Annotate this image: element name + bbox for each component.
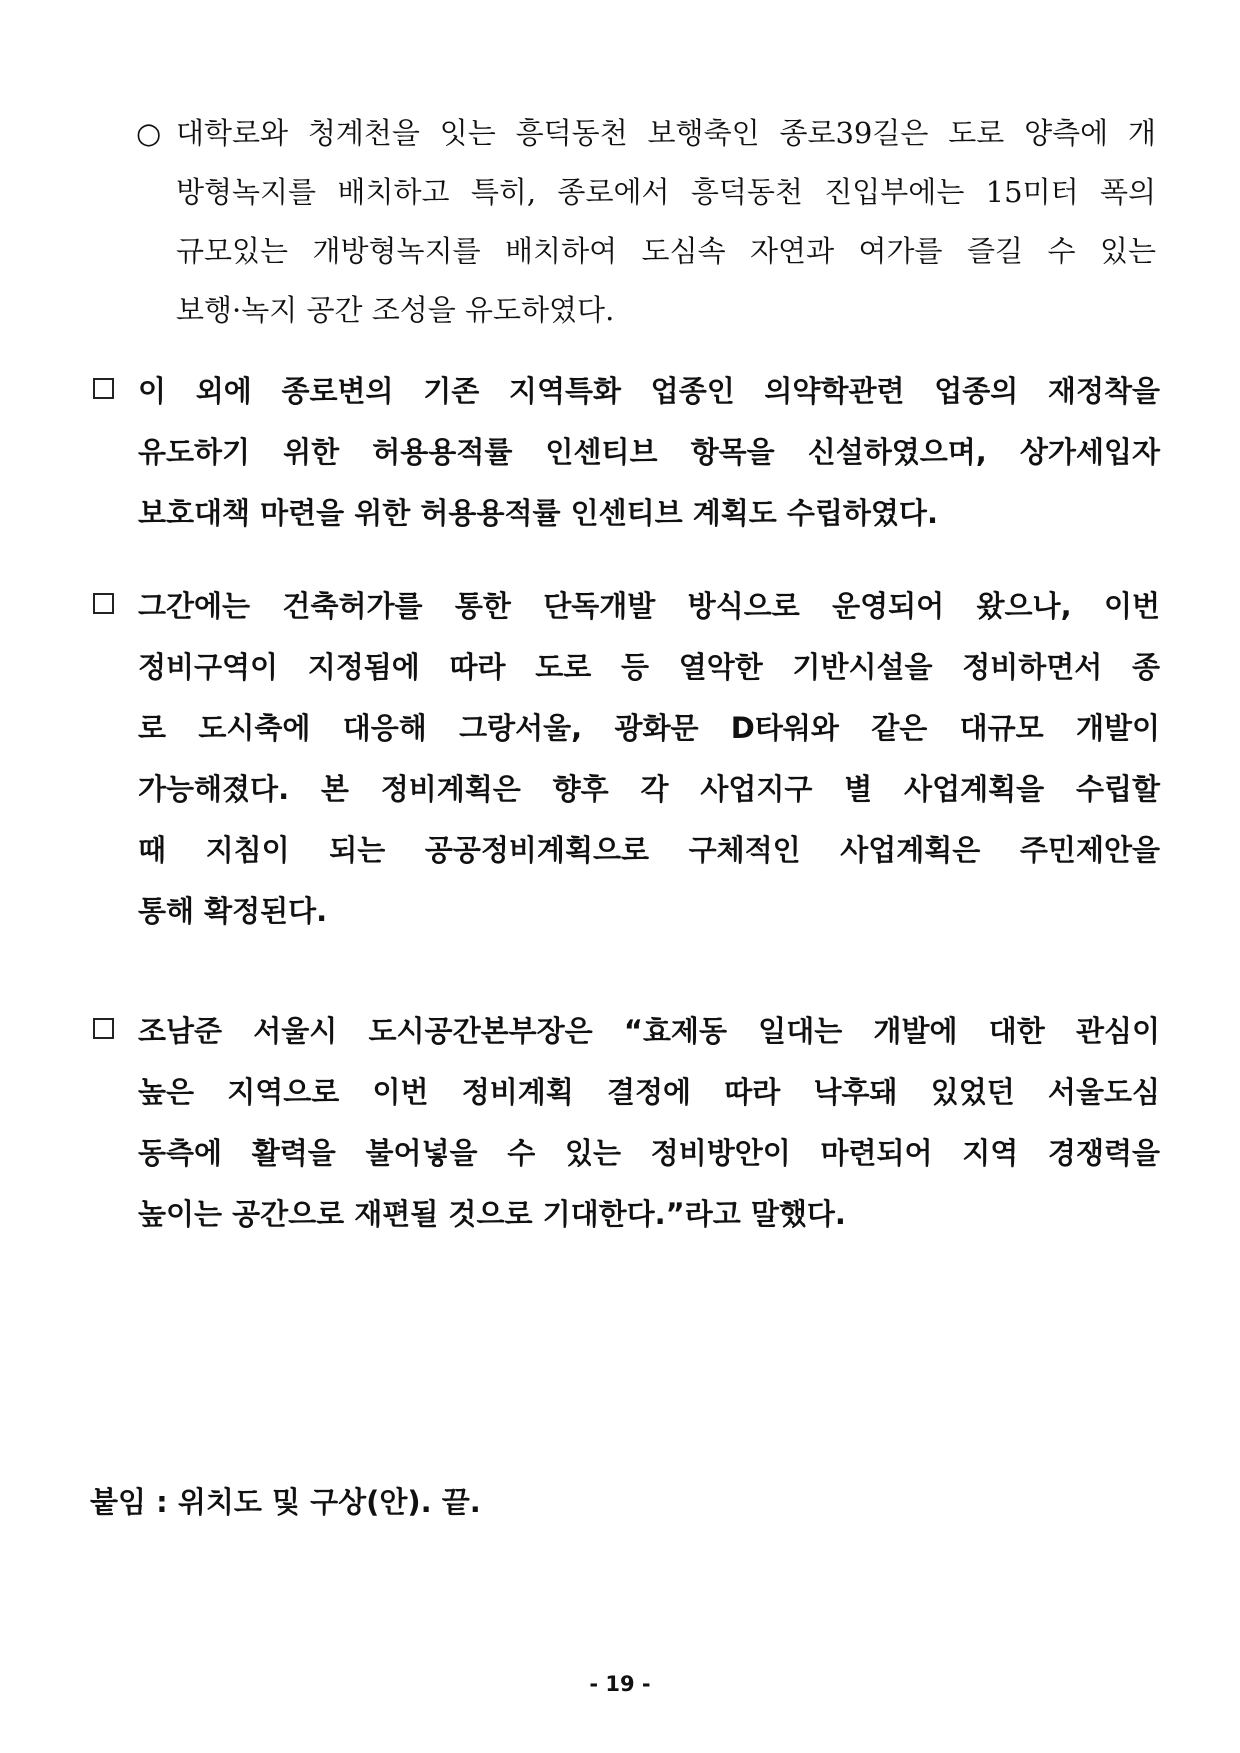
paragraph-line: 높은 지역으로 이번 정비계획 결정에 따라 낙후돼 있었던 서울도심 — [138, 1075, 1160, 1109]
sub-bullet-line: 보행·녹지 공간 조성을 유도하였다. — [176, 293, 615, 327]
square-bullet-icon — [93, 593, 114, 614]
paragraph-line: 정비구역이 지정됨에 따라 도로 등 열악한 기반시설을 정비하면서 종 — [138, 650, 1160, 684]
square-bullet-icon — [93, 1018, 114, 1039]
sub-bullet-line: ○ 대학로와 청계천을 잇는 흥덕동천 보행축인 종로39길은 도로 양측에 개 — [136, 104, 1156, 163]
sub-bullet-line: 방형녹지를 배치하고 특히, 종로에서 흥덕동천 진입부에는 15미터 폭의 — [176, 175, 1156, 209]
attachment-note: 붙임 : 위치도 및 구상(안). 끝. — [90, 1485, 481, 1519]
paragraph-line: 유도하기 위한 허용용적률 인센티브 항목을 신설하였으며, 상가세입자 — [138, 435, 1160, 469]
paragraph-line: 때 지침이 되는 공공정비계획으로 구체적인 사업계획은 주민제안을 — [138, 833, 1160, 867]
paragraph-3 — [88, 1001, 1160, 1245]
sub-bullet-line: 규모있는 개방형녹지를 배치하여 도심속 자연과 여가를 즐길 수 있는 — [176, 234, 1156, 268]
square-bullet-icon — [93, 378, 114, 399]
sub-bullet-paragraph — [136, 104, 1156, 340]
paragraph-line: 로 도시축에 대응해 그랑서울, 광화문 D타워와 같은 대규모 개발이 — [138, 711, 1160, 745]
paragraph-line: 동측에 활력을 불어넣을 수 있는 정비방안이 마련되어 지역 경쟁력을 — [138, 1136, 1160, 1170]
paragraph-line: 이 외에 종로변의 기존 지역특화 업종인 의약학관련 업종의 재정착을 — [138, 374, 1160, 408]
paragraph-line: 가능해졌다. 본 정비계획은 향후 각 사업지구 별 사업계획을 수립할 — [138, 772, 1160, 806]
circle-bullet-icon: ○ — [136, 116, 162, 150]
paragraph-line: 조남준 서울시 도시공간본부장은 “효제동 일대는 개발에 대한 관심이 — [138, 1014, 1160, 1048]
paragraph-line: 그간에는 건축허가를 통한 단독개발 방식으로 운영되어 왔으나, 이번 — [138, 589, 1160, 623]
paragraph-1 — [88, 361, 1160, 544]
paragraph-line: 높이는 공간으로 재편될 것으로 기대한다.”라고 말했다. — [138, 1197, 846, 1231]
paragraph-line: 보호대책 마련을 위한 허용용적률 인센티브 계획도 수립하였다. — [138, 496, 938, 530]
paragraph-line: 통해 확정된다. — [138, 894, 328, 928]
paragraph-2 — [88, 576, 1160, 942]
page-number: - 19 - — [589, 1672, 651, 1696]
